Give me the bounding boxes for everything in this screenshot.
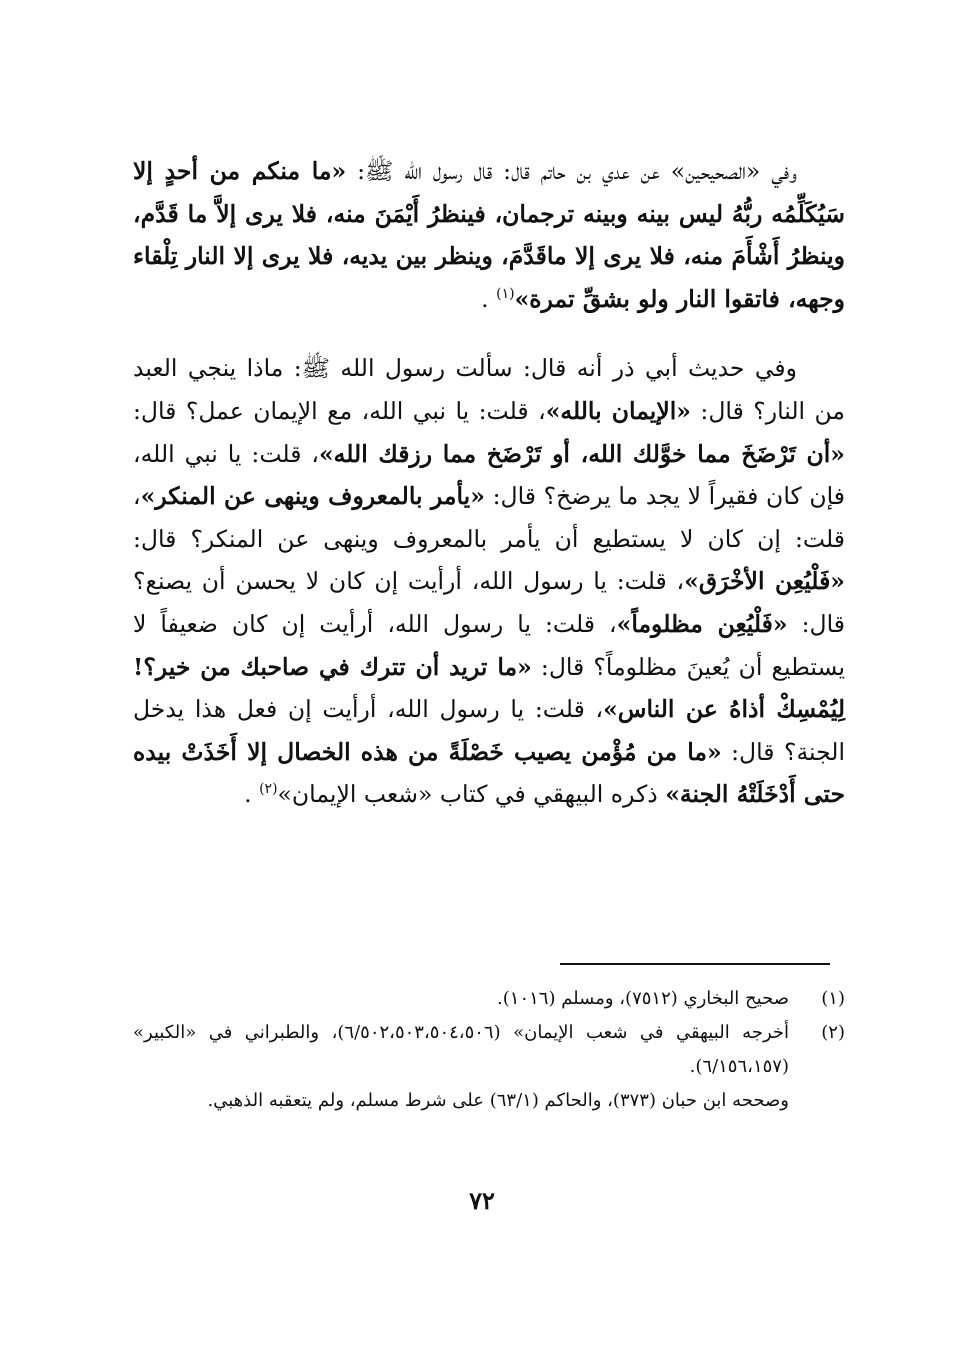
answer-akhraq: «فَلْيُعِن الأخْرَق»: [684, 567, 845, 596]
paragraph-1-end: .: [481, 284, 497, 313]
question-5: ، قلت: يا رسول الله، أرأيت إن كان لا يحسن أن يصنع؟ قال:: [133, 567, 845, 638]
footnote-number: (١): [821, 988, 845, 1009]
footnotes: [133, 982, 845, 1118]
question-4: ، قلت: إن كان لا يستطيع أن يأمر بالمعروف وينهى عن المنكر؟ قال:: [133, 482, 845, 553]
question-7: ، قلت: يا رسول الله، أرأيت إن فعل هذا يدخل الجنة؟ قال:: [133, 695, 845, 766]
answer-mazlum: «فَلْيُعِن مظلوماً»: [616, 609, 788, 638]
answer-jannah: «ما من مُؤْمن يصيب خَصْلَةً من هذه الخصال إلا أَخَذَتْ بيده حتى أَدْخَلَتْهُ الجنة»: [133, 737, 845, 809]
footnote-ref-2: (٢): [259, 781, 278, 798]
footnote-2: [133, 1016, 845, 1084]
answer-radakh: «أن تَرْضَخَ مما خوَّلك الله، أو تَرْضَخ مما رزقك الله»: [318, 439, 845, 468]
paragraph-2: [133, 347, 845, 816]
main-text: [133, 150, 845, 843]
question-3: ، قلت: يا نبي الله، فإن كان فقيراً لا يجد ما يرضخ؟ قال:: [133, 439, 845, 511]
footnote-separator: [560, 963, 830, 965]
hadith-quote-1: «ما منكم من أحدٍ إلا سَيُكَلِّمُه ربُّهُ ليس بينه وبينه ترجمان، فينظرُ أَيْمَنَ منه، فلا يرى إلاَّ ما قَدَّم، وينظرُ أَشْأَمَ منه، فلا يرى إلا ماقَدَّمَ، وينظر بين يديه، فلا يرى إلا النار تِلْقاء وجهه، فاتقوا النار ولو بشقِّ تمرة»: [133, 157, 845, 313]
paragraph-1-intro: وفي «الصحيحين» عن عدي بن حاتم قال: قال رسول الله ﷺ:: [346, 157, 797, 185]
footnote-1: [133, 982, 845, 1016]
footnote-text: صحيح البخاري (٧٥١٢)، ومسلم (١٠١٦).: [497, 988, 789, 1009]
footnote-text: أخرجه البيهقي في شعب الإيمان» (٦/٥٠٢،٥٠٣،٥٠٤،٥٠٦)، والطبراني في «الكبير» (٦/١٥٦،١٥٧).: [133, 1022, 790, 1077]
paragraph-2-intro: وفي حديث أبي ذر أنه قال: سألت رسول الله ﷺ: ماذا ينجي العبد من النار؟ قال:: [133, 354, 845, 425]
footnote-ref-1: (١): [496, 285, 515, 302]
paragraph-1: [133, 150, 845, 320]
paragraph-2-end: .: [244, 780, 260, 809]
footnote-number: (٢): [821, 1022, 845, 1043]
page-number: ٧٢: [469, 1186, 495, 1215]
answer-adha: «ما تريد أن تترك في صاحبك من خير؟! لِيُمْسِكْ أذاهُ عن الناس»: [133, 652, 846, 724]
question-2: ، قلت: يا نبي الله، مع الإيمان عمل؟ قال:: [133, 396, 546, 425]
question-6: ، قلت: يا رسول الله، أرأيت إن كان ضعيفاً لا يستطيع أن يُعينَ مظلوماً؟ قال:: [133, 609, 845, 681]
answer-iman: «الإيمان بالله»: [545, 396, 691, 425]
answer-amr-maruf: «يأمر بالمعروف وينهى عن المنكر»: [140, 482, 485, 511]
footnote-2-continuation: وصححه ابن حبان (٣٧٣)، والحاكم (٦٣/١) على شرط مسلم، ولم يتعقبه الذهبي.: [207, 1090, 789, 1111]
source-citation: ذكره البيهقي في كتاب «شعب الإيمان»: [277, 780, 666, 809]
